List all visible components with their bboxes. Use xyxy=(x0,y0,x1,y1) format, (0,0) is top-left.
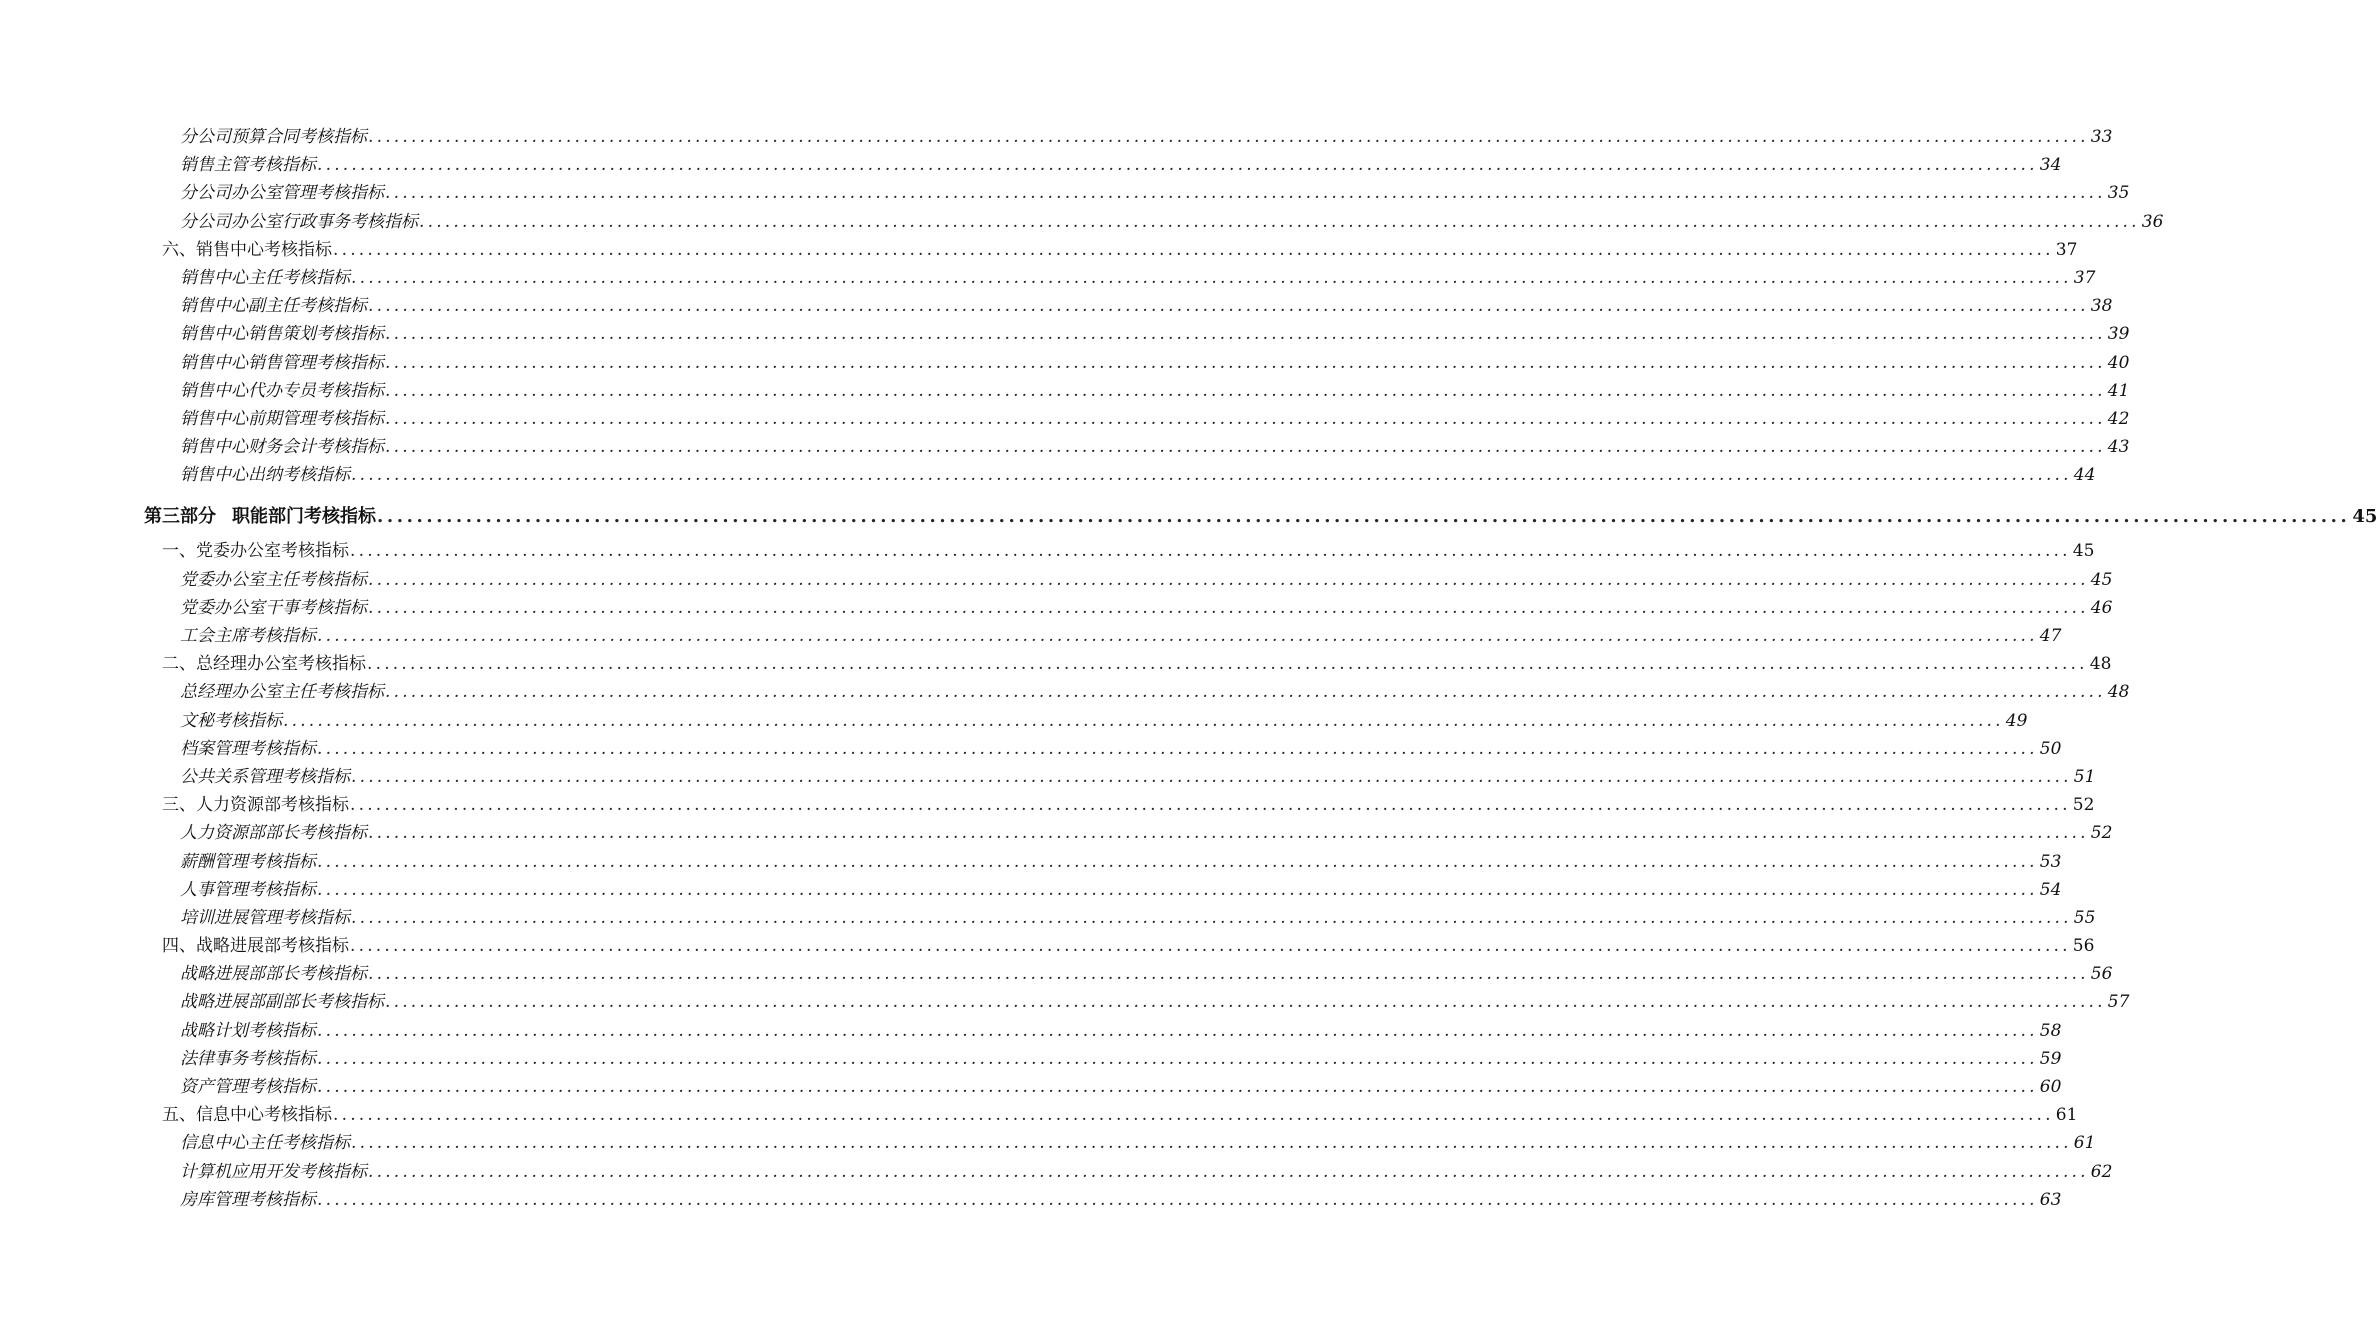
toc-page-number: 61 xyxy=(2073,1133,2096,1154)
toc-page-number: 53 xyxy=(2039,851,2062,872)
toc-subentry[interactable] xyxy=(0,985,2130,1013)
toc-entry-title: 总经理办公室主任考核指标 xyxy=(180,682,384,703)
toc-dot-leader: ........................................................................................................................................................................................................ xyxy=(350,795,2071,816)
toc-dot-leader: ........................................................................................................................................................................................................ xyxy=(385,352,2106,373)
toc-entry-title: 人力资源部部长考核指标 xyxy=(180,823,367,844)
toc-entry-title: 党委办公室主任考核指标 xyxy=(180,569,367,590)
toc-entry-title: 四、战略进展部考核指标 xyxy=(162,936,349,957)
toc-section-entry[interactable] xyxy=(0,233,2078,261)
toc-entry-title: 战略进展部部长考核指标 xyxy=(180,964,367,985)
toc-page-number: 55 xyxy=(2073,907,2096,928)
toc-dot-leader: ........................................................................................................................................................................................................ xyxy=(333,239,2054,260)
toc-dot-leader: ........................................................................................................................................................................................................ xyxy=(317,155,2038,176)
toc-subentry[interactable] xyxy=(0,346,2130,374)
toc-page-number: 47 xyxy=(2039,626,2062,646)
toc-entry-title: 销售中心出纳考核指标 xyxy=(180,465,350,486)
toc-entry-title: 战略计划考核指标 xyxy=(180,1020,316,1041)
toc-entry-title: 信息中心主任考核指标 xyxy=(180,1133,350,1154)
toc-part-heading[interactable] xyxy=(0,486,2377,534)
toc-page-number: 34 xyxy=(2039,155,2062,176)
toc-page-number: 63 xyxy=(2039,1189,2062,1210)
toc-entry-title: 文秘考核指标 xyxy=(180,710,282,731)
toc-entry-title: 一、党委办公室考核指标 xyxy=(162,541,349,562)
toc-entry-title: 二、总经理办公室考核指标 xyxy=(162,654,366,675)
toc-entry-title: 法律事务考核指标 xyxy=(180,1048,316,1069)
toc-page-number: 51 xyxy=(2073,766,2096,787)
toc-part-name: 职能部门考核指标 xyxy=(232,506,376,528)
toc-dot-leader: ........................................................................................................................................................................................................ xyxy=(317,879,2038,900)
toc-subentry[interactable] xyxy=(0,430,2130,458)
toc-entry-title: 分公司办公室行政事务考核指标 xyxy=(180,211,418,232)
toc-entry-title: 销售中心副主任考核指标 xyxy=(180,296,367,317)
toc-section-entry[interactable] xyxy=(0,929,2095,957)
toc-subentry[interactable] xyxy=(0,957,2113,985)
table-of-contents xyxy=(0,120,2377,1211)
toc-subentry[interactable] xyxy=(0,205,2164,233)
toc-subentry[interactable] xyxy=(0,760,2096,788)
toc-dot-leader: ........................................................................................................................................................................................................ xyxy=(385,183,2106,204)
toc-dot-leader: ........................................................................................................................................................................................................ xyxy=(317,626,2038,646)
toc-dot-leader: ........................................................................................................................................................................................................ xyxy=(385,437,2106,458)
toc-dot-leader: ........................................................................................................................................................................................................ xyxy=(333,1105,2054,1126)
toc-dot-leader: ........................................................................................................................................................................................................ xyxy=(351,267,2072,288)
toc-entry-title: 销售中心销售管理考核指标 xyxy=(180,352,384,373)
toc-page-number: 59 xyxy=(2039,1048,2062,1069)
toc-page-number: 45 xyxy=(2072,541,2095,562)
toc-subentry[interactable] xyxy=(0,1070,2062,1098)
toc-entry-title: 销售中心前期管理考核指标 xyxy=(180,408,384,429)
toc-subentry[interactable] xyxy=(0,1155,2113,1183)
toc-subentry[interactable] xyxy=(0,1014,2062,1042)
toc-page-number: 44 xyxy=(2073,465,2096,486)
toc-entry-title: 五、信息中心考核指标 xyxy=(162,1105,332,1126)
toc-dot-leader: ........................................................................................................................................................................................................ xyxy=(377,506,2351,528)
toc-page-number: 54 xyxy=(2039,879,2062,900)
toc-part-title xyxy=(144,506,376,528)
toc-dot-leader: ........................................................................................................................................................................................................ xyxy=(351,766,2072,787)
toc-page-number: 43 xyxy=(2107,437,2130,458)
toc-page-number: 52 xyxy=(2090,823,2113,844)
toc-entry-title: 分公司办公室管理考核指标 xyxy=(180,183,384,204)
toc-dot-leader: ........................................................................................................................................................................................................ xyxy=(317,738,2038,759)
toc-dot-leader: ........................................................................................................................................................................................................ xyxy=(350,936,2071,957)
toc-dot-leader: ........................................................................................................................................................................................................ xyxy=(385,682,2106,703)
toc-dot-leader: ........................................................................................................................................................................................................ xyxy=(351,907,2072,928)
toc-subentry[interactable] xyxy=(0,1183,2062,1211)
toc-dot-leader: ........................................................................................................................................................................................................ xyxy=(385,324,2106,345)
toc-subentry[interactable] xyxy=(0,289,2113,317)
toc-dot-leader: ........................................................................................................................................................................................................ xyxy=(317,1048,2038,1069)
toc-subentry[interactable] xyxy=(0,1042,2062,1070)
toc-page-number: 62 xyxy=(2090,1161,2113,1182)
toc-dot-leader: ........................................................................................................................................................................................................ xyxy=(368,964,2089,985)
toc-page-number: 46 xyxy=(2090,597,2113,618)
toc-entry-title: 六、销售中心考核指标 xyxy=(162,239,332,260)
toc-page-number: 60 xyxy=(2039,1077,2062,1097)
toc-entry-title: 人事管理考核指标 xyxy=(180,879,316,900)
toc-subentry[interactable] xyxy=(0,176,2130,204)
toc-page-number: 45 xyxy=(2352,506,2377,528)
toc-entry-title: 党委办公室干事考核指标 xyxy=(180,597,367,618)
toc-page-number: 48 xyxy=(2089,654,2112,675)
toc-dot-leader: ........................................................................................................................................................................................................ xyxy=(317,1189,2038,1210)
toc-subentry[interactable] xyxy=(0,619,2062,647)
toc-entry-title: 培训进展管理考核指标 xyxy=(180,907,350,928)
toc-subentry[interactable] xyxy=(0,148,2062,176)
toc-dot-leader: ........................................................................................................................................................................................................ xyxy=(350,541,2071,562)
toc-subentry[interactable] xyxy=(0,732,2062,760)
toc-dot-leader: ........................................................................................................................................................................................................ xyxy=(368,823,2089,844)
toc-dot-leader: ........................................................................................................................................................................................................ xyxy=(368,127,2089,147)
toc-section-entry[interactable] xyxy=(0,788,2095,816)
toc-dot-leader: ........................................................................................................................................................................................................ xyxy=(385,408,2106,429)
toc-subentry[interactable] xyxy=(0,120,2113,148)
toc-page-number: 37 xyxy=(2055,239,2078,260)
toc-page-number: 58 xyxy=(2039,1020,2062,1041)
toc-entry-title: 销售中心主任考核指标 xyxy=(180,267,350,288)
toc-page-number: 48 xyxy=(2107,682,2130,703)
toc-page-number: 35 xyxy=(2107,183,2130,204)
toc-entry-title: 销售中心财务会计考核指标 xyxy=(180,437,384,458)
toc-subentry[interactable] xyxy=(0,675,2130,703)
toc-page-number: 52 xyxy=(2072,795,2095,816)
toc-entry-title: 薪酬管理考核指标 xyxy=(180,851,316,872)
toc-dot-leader: ........................................................................................................................................................................................................ xyxy=(351,465,2072,486)
toc-page-number: 37 xyxy=(2073,267,2096,288)
toc-page-number: 41 xyxy=(2107,380,2130,401)
toc-subentry[interactable] xyxy=(0,901,2096,929)
toc-page-number: 56 xyxy=(2090,964,2113,985)
toc-subentry[interactable] xyxy=(0,1126,2096,1154)
toc-subentry[interactable] xyxy=(0,563,2113,591)
toc-entry-title: 工会主席考核指标 xyxy=(180,626,316,646)
toc-entry-title: 战略进展部副部长考核指标 xyxy=(180,992,384,1013)
toc-section-entry[interactable] xyxy=(0,647,2112,675)
toc-dot-leader: ........................................................................................................................................................................................................ xyxy=(351,1133,2072,1154)
toc-entry-title: 公共关系管理考核指标 xyxy=(180,766,350,787)
toc-page-number: 57 xyxy=(2107,992,2130,1013)
toc-subentry[interactable] xyxy=(0,402,2130,430)
toc-subentry[interactable] xyxy=(0,873,2062,901)
toc-entry-title: 三、人力资源部考核指标 xyxy=(162,795,349,816)
toc-subentry[interactable] xyxy=(0,261,2096,289)
toc-dot-leader: ........................................................................................................................................................................................................ xyxy=(367,654,2088,675)
toc-entry-title: 档案管理考核指标 xyxy=(180,738,316,759)
toc-subentry[interactable] xyxy=(0,458,2096,486)
toc-dot-leader: ........................................................................................................................................................................................................ xyxy=(317,1020,2038,1041)
toc-entry-title: 计算机应用开发考核指标 xyxy=(180,1161,367,1182)
toc-subentry[interactable] xyxy=(0,845,2062,873)
toc-page-number: 40 xyxy=(2107,352,2130,373)
toc-dot-leader: ........................................................................................................................................................................................................ xyxy=(368,1161,2089,1182)
toc-subentry[interactable] xyxy=(0,374,2130,402)
toc-dot-leader: ........................................................................................................................................................................................................ xyxy=(317,1077,2038,1097)
toc-subentry[interactable] xyxy=(0,816,2113,844)
toc-section-entry[interactable] xyxy=(0,1098,2078,1126)
toc-page-number: 36 xyxy=(2141,211,2164,232)
toc-page-number: 39 xyxy=(2107,324,2130,345)
toc-dot-leader: ........................................................................................................................................................................................................ xyxy=(368,569,2089,590)
toc-page-number: 56 xyxy=(2072,936,2095,957)
toc-entry-title: 销售主管考核指标 xyxy=(180,155,316,176)
toc-entry-title: 资产管理考核指标 xyxy=(180,1077,316,1097)
toc-dot-leader: ........................................................................................................................................................................................................ xyxy=(317,851,2038,872)
toc-page-number: 45 xyxy=(2090,569,2113,590)
toc-dot-leader: ........................................................................................................................................................................................................ xyxy=(368,296,2089,317)
toc-page-number: 33 xyxy=(2090,127,2113,147)
toc-dot-leader: ........................................................................................................................................................................................................ xyxy=(368,597,2089,618)
toc-page-number: 61 xyxy=(2055,1105,2078,1126)
toc-page-number: 49 xyxy=(2005,710,2028,731)
toc-part-number: 第三部分 xyxy=(144,506,216,528)
toc-subentry[interactable] xyxy=(0,591,2113,619)
toc-dot-leader: ........................................................................................................................................................................................................ xyxy=(385,380,2106,401)
toc-entry-title: 分公司预算合同考核指标 xyxy=(180,127,367,147)
toc-subentry[interactable] xyxy=(0,704,2028,732)
toc-dot-leader: ........................................................................................................................................................................................................ xyxy=(385,992,2106,1013)
toc-dot-leader: ........................................................................................................................................................................................................ xyxy=(419,211,2140,232)
toc-subentry[interactable] xyxy=(0,317,2130,345)
toc-section-entry[interactable] xyxy=(0,534,2095,562)
toc-entry-title: 销售中心代办专员考核指标 xyxy=(180,380,384,401)
toc-entry-title: 房库管理考核指标 xyxy=(180,1189,316,1210)
toc-page-number: 50 xyxy=(2039,738,2062,759)
toc-entry-title: 销售中心销售策划考核指标 xyxy=(180,324,384,345)
toc-page-number: 42 xyxy=(2107,408,2130,429)
toc-page-number: 38 xyxy=(2090,296,2113,317)
toc-dot-leader: ........................................................................................................................................................................................................ xyxy=(283,710,2004,731)
